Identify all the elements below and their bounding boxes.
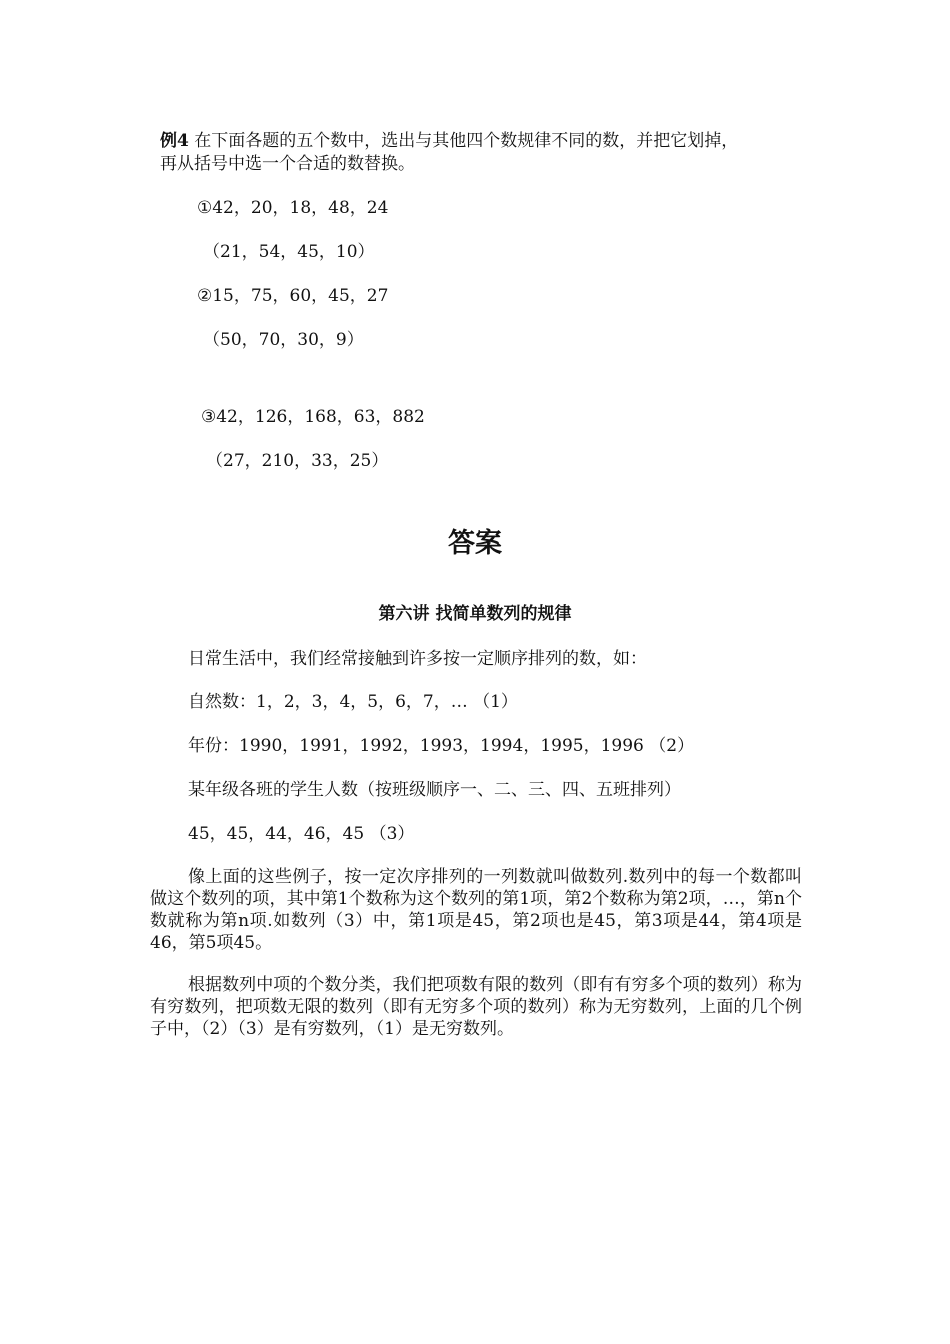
lecture-title: 第六讲 找简单数列的规律	[378, 604, 572, 624]
paragraph-sequence-definition: 像上面的这些例子，按一定次序排列的一列数就叫做数列.数列中的每一个数都叫做这个数列的项，其中第1个数称为这个数列的第1项，第2个数称为第2项，…，第n个数就称为第n项.如数列（3）中，第1项是45，第2项也是45，第3项是44，第4项是46，第5项45。	[150, 867, 802, 953]
example-label: 例4	[160, 131, 189, 151]
intro-line-class-sizes-label: 某年级各班的学生人数（按班级顺序一、二、三、四、五班排列）	[188, 780, 681, 800]
example-instruction-line-2: 再从括号中选一个合适的数替换。	[160, 154, 415, 174]
intro-line-natural-numbers: 自然数：1，2，3，4，5，6，7，… （1）	[188, 692, 518, 712]
example-instruction-line-1: 在下面各题的五个数中，选出与其他四个数规律不同的数，并把它划掉，	[194, 131, 739, 151]
question-3-options: （27，210，33，25）	[206, 451, 389, 471]
intro-line-1: 日常生活中，我们经常接触到许多按一定顺序排列的数，如：	[188, 649, 647, 669]
paragraph-finite-infinite: 根据数列中项的个数分类，我们把项数有限的数列（即有有穷多个项的数列）称为有穷数列，把项数无限的数列（即有无穷多个项的数列）称为无穷数列，上面的几个例子中，（2）（3）是有穷数列，（1）是无穷数列。	[150, 975, 802, 1039]
answer-title: 答案	[448, 528, 502, 559]
question-2-numbers: ②15，75，60，45，27	[197, 286, 389, 306]
question-3-numbers: ③42，126，168，63，882	[201, 407, 425, 427]
intro-line-class-sizes: 45，45，44，46，45 （3）	[188, 824, 415, 844]
question-1-options: （21，54，45，10）	[203, 242, 375, 262]
example-heading	[160, 130, 738, 152]
intro-line-years: 年份：1990，1991，1992，1993，1994，1995，1996 （2）	[188, 736, 695, 756]
question-1-numbers: ①42，20，18，48，24	[197, 198, 389, 218]
question-2-options: （50，70，30，9）	[203, 330, 364, 350]
